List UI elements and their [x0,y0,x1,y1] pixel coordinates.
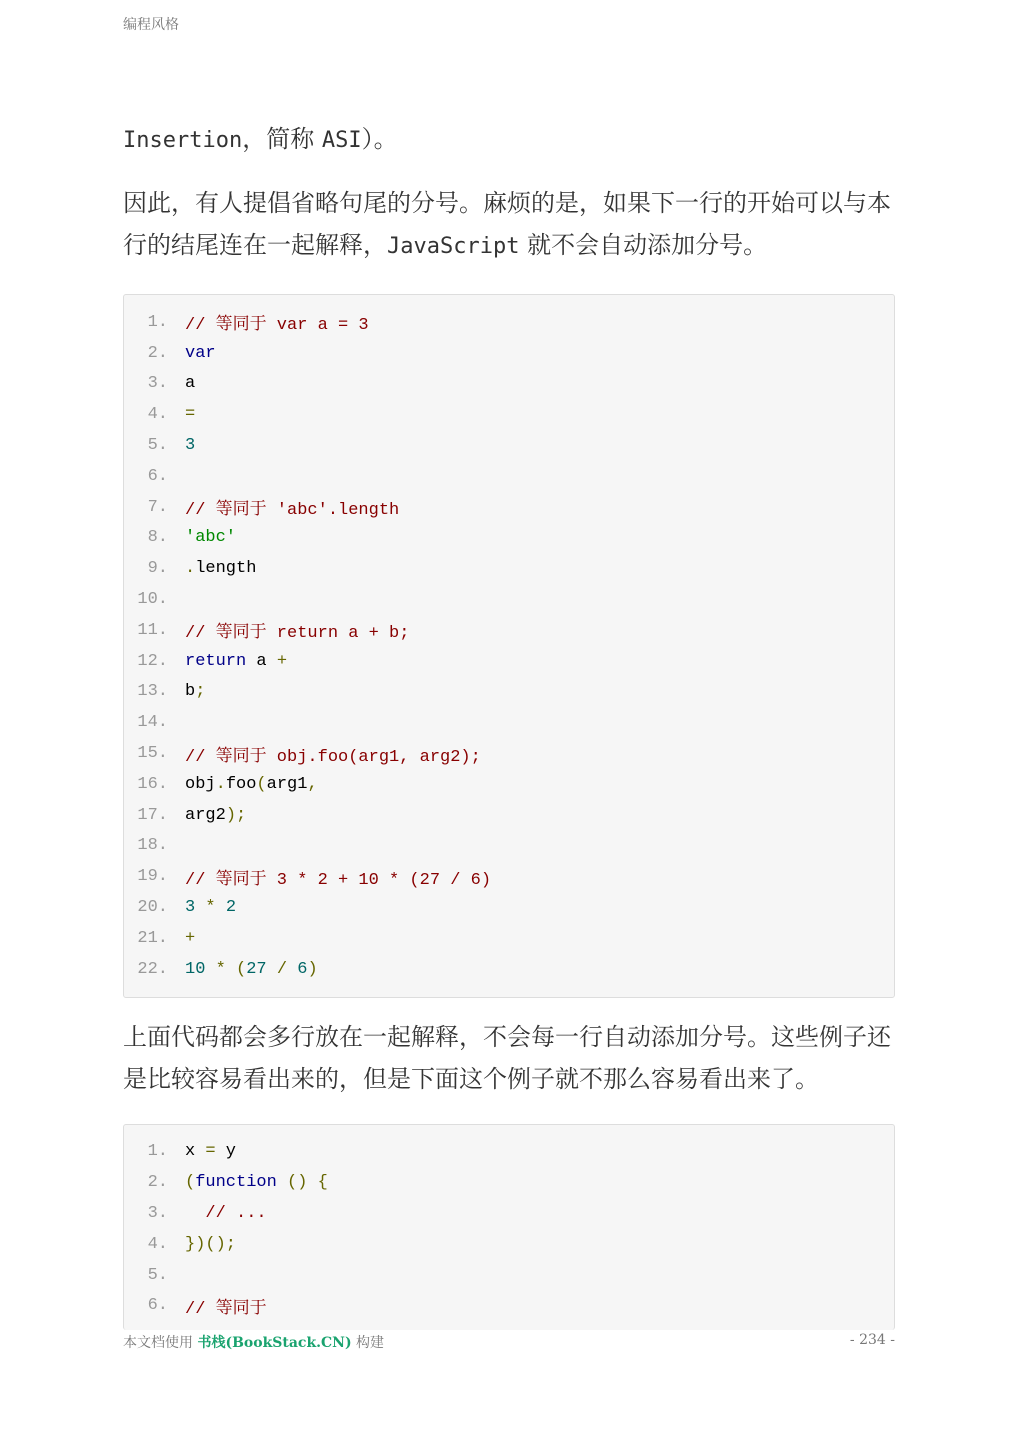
inline-code-insertion: Insertion [123,128,243,153]
code-text [168,1204,267,1223]
paragraph-asi [123,118,895,162]
code-line [124,1167,894,1198]
code-line [124,738,894,769]
line-number: 1. [147,312,168,332]
code-line [124,615,894,646]
code-token: 3 [185,898,196,918]
code-text [168,929,195,948]
code-token: ( [185,1173,196,1193]
code-line [124,584,894,615]
running-header: 编程风格 [123,17,179,33]
inline-code-javascript: JavaScript [387,234,520,259]
code-token: var [185,343,216,363]
footer-suffix: 构建 [351,1335,385,1351]
code-token: ; [195,682,206,702]
code-line [124,1198,894,1229]
paragraph-multiline [123,1016,895,1100]
code-text [168,1173,328,1192]
paragraph-text: ）。 [361,125,398,153]
code-line [124,307,894,338]
code-token: 3 [185,436,196,456]
code-token: function [195,1173,277,1193]
code-token: * ( [205,959,247,979]
code-text [168,405,195,424]
code-text [168,559,256,578]
footer-credit [123,1332,384,1352]
code-token: // 等同于 'abc'.length [185,501,400,521]
code-token: = [205,1142,216,1162]
code-line [124,399,894,430]
code-token: + [276,651,288,671]
line-number: 6. [147,1296,168,1316]
paragraph-text: 就不会自动添加分号。 [519,231,768,259]
code-token: , [307,774,318,794]
line-number: 4. [147,1234,168,1254]
code-line [124,369,894,400]
code-token: ( [256,774,267,794]
code-text [168,806,246,825]
code-token: x [185,1142,206,1162]
code-token: / [266,959,298,979]
code-text [168,864,491,890]
line-number: 16. [137,774,168,794]
code-line [124,1260,894,1291]
code-text [168,898,236,917]
code-token: + [185,928,196,948]
code-text [168,528,236,547]
code-line [124,338,894,369]
code-token: 27 [246,959,267,979]
code-line [124,769,894,800]
code-token: obj [185,774,216,794]
page-number: - 234 - [849,1332,895,1348]
code-text [168,436,195,455]
line-number: 3. [147,1204,168,1224]
line-number: 4. [147,405,168,425]
page-content [123,118,895,1330]
code-token: b [185,682,196,702]
code-token: return [185,651,247,671]
code-line [124,707,894,738]
line-number: 8. [147,528,168,548]
code-token: ); [225,805,247,825]
code-text [168,344,216,363]
line-number: 6. [147,466,168,486]
code-text [168,652,287,671]
code-token: // 等同于 var a = 3 [185,316,369,336]
code-token: 'abc' [185,528,237,548]
code-token: a [185,374,196,394]
code-token: () { [276,1173,328,1193]
code-token: ) [307,959,318,979]
code-line [124,677,894,708]
code-token: 2 [225,898,237,918]
paragraph-semicolon [123,182,895,268]
code-text [168,1293,267,1319]
line-number: 12. [137,651,168,671]
code-token: // 等同于 obj.foo(arg1, arg2); [185,747,481,767]
footer-prefix: 本文档使用 [123,1335,198,1351]
code-line [124,861,894,892]
paragraph-text: 上面代码都会多行放在一起解释，不会每一行自动添加分号。这些例子还是比较容易看出来的，但是下面这个例子就不那么容易看出来了。 [123,1022,891,1093]
code-line [124,523,894,554]
code-token: foo [225,774,257,794]
code-token: })(); [185,1234,237,1254]
line-number: 19. [137,867,168,887]
line-number: 15. [137,744,168,764]
code-text [168,682,205,701]
code-text [168,1235,236,1254]
code-token: 10 [185,959,206,979]
line-number: 22. [137,959,168,979]
line-number: 7. [147,497,168,517]
code-line [124,492,894,523]
paragraph-text: ，简称 [242,125,322,153]
line-number: 11. [137,620,168,640]
code-line [124,646,894,677]
code-text [168,617,409,643]
code-token: // 等同于 return a + b; [185,624,410,644]
code-token: * [195,898,226,918]
code-line [124,831,894,862]
bookstack-link[interactable]: 书栈(BookStack.CN) [197,1335,352,1351]
code-text [168,960,318,979]
line-number: 20. [137,898,168,918]
inline-code-asi: ASI [321,128,362,153]
line-number: 21. [137,928,168,948]
code-text [168,494,399,520]
code-text [168,775,318,794]
code-token: y [215,1142,237,1162]
line-number: 1. [147,1142,168,1162]
code-token: . [215,774,226,794]
code-text [168,374,195,393]
code-line [124,892,894,923]
code-line [124,954,894,985]
line-number: 2. [147,343,168,363]
code-line [124,553,894,584]
line-number: 14. [137,713,168,733]
code-line [124,1137,894,1168]
code-block [123,1124,895,1330]
code-line [124,800,894,831]
code-token: 6 [297,959,308,979]
line-number: 5. [147,436,168,456]
line-number: 18. [137,836,168,856]
code-line [124,923,894,954]
line-number: 2. [147,1173,168,1193]
line-number: 3. [147,374,168,394]
code-block [123,294,895,998]
code-token: = [185,405,196,425]
code-line [124,461,894,492]
code-text [168,741,481,767]
code-token: a [246,651,277,671]
line-number: 13. [137,682,168,702]
code-token: // 等同于 3 * 2 + 10 * (27 / 6) [185,870,492,890]
code-token: length [195,559,257,579]
line-number: 17. [137,805,168,825]
code-text [168,309,369,335]
line-number: 10. [137,590,168,610]
code-token: . [185,559,196,579]
line-number: 5. [147,1265,168,1285]
code-line [124,1229,894,1260]
code-text [168,1142,236,1161]
code-line [124,430,894,461]
code-token: // ... [185,1204,267,1224]
line-number: 9. [147,559,168,579]
code-token: arg1 [266,774,308,794]
paragraph-text: 因此，有人提倡省略句尾的分号。麻烦的是，如果下一行的开始可以与本行的结尾连在一起解释， [123,189,891,259]
code-token: // 等同于 [185,1299,267,1319]
code-line [124,1291,894,1322]
code-token: arg2 [185,805,226,825]
